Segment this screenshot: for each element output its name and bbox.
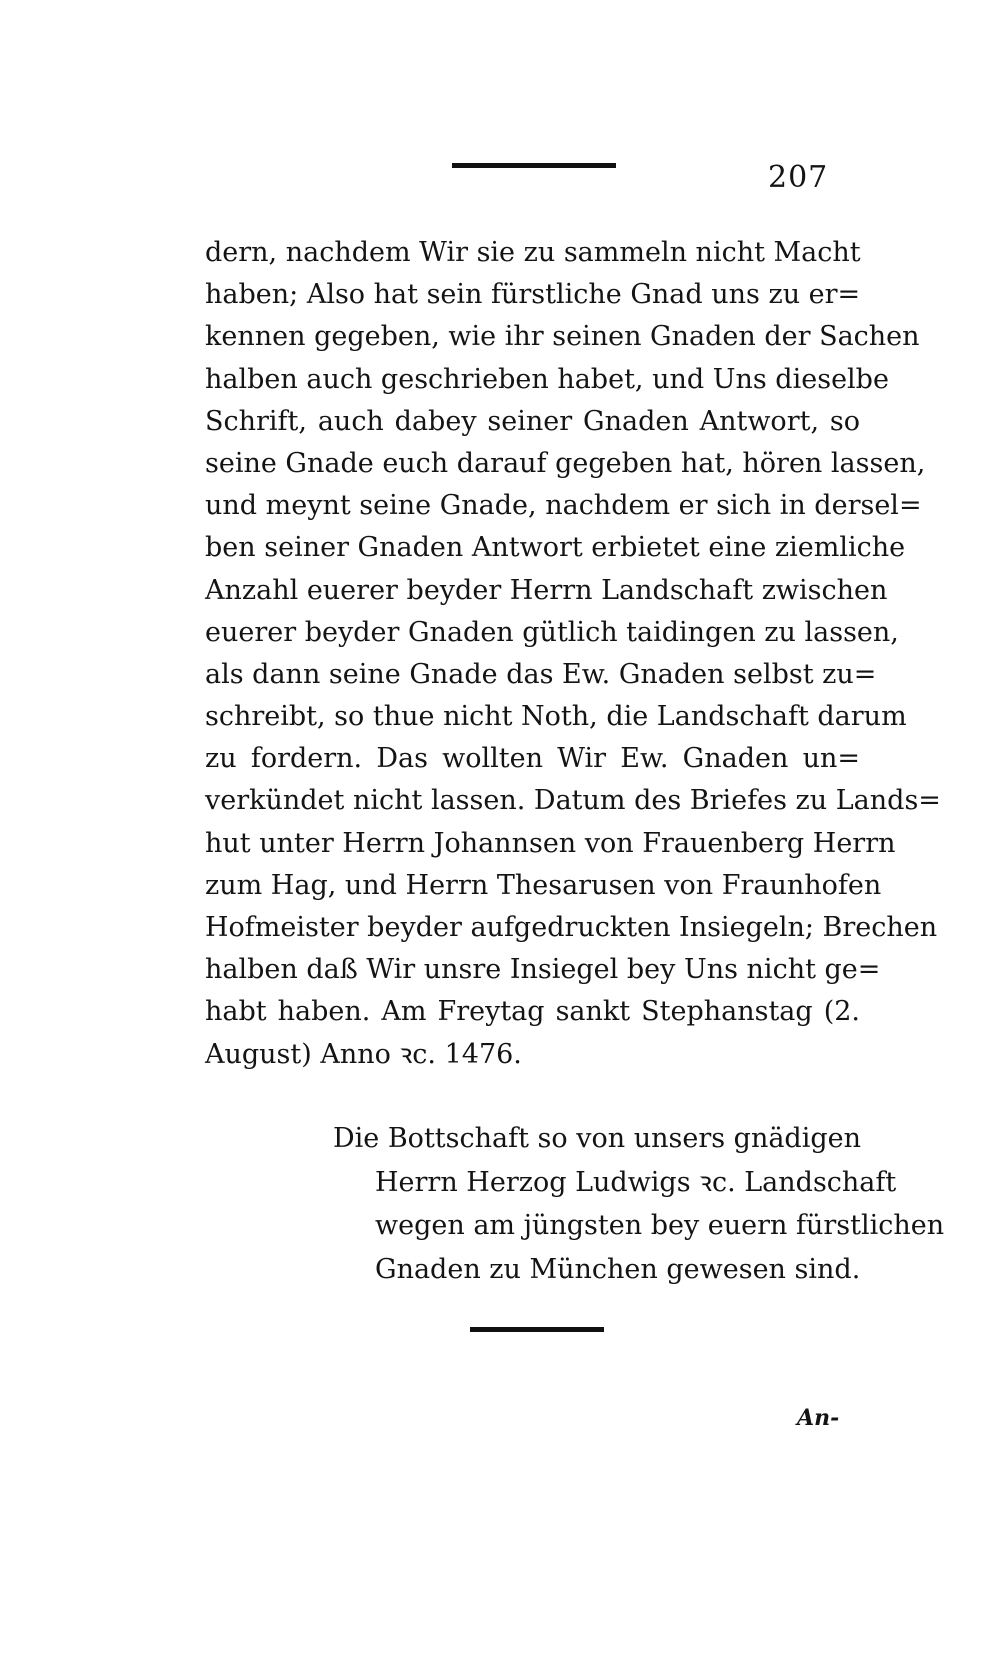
body-line: hut unter Herrn Johannsen von Frauenberg Herrn <box>205 827 896 859</box>
body-line: seine Gnade euch darauf gegeben hat, hören lassen, <box>205 447 926 479</box>
body-line: haben; Also hat sein fürstliche Gnad uns zu er= <box>205 279 861 311</box>
body-paragraph <box>205 232 941 1076</box>
body-line: Anzahl euerer beyder Herrn Landschaft zwischen <box>205 574 888 606</box>
heading-line: Herrn Herzog Ludwigs ꝛc. Landschaft <box>375 1166 897 1198</box>
body-line: August) Anno ꝛc. 1476. <box>205 1038 522 1070</box>
body-line: dern, nachdem Wir sie zu sammeln nicht Macht <box>205 237 861 268</box>
body-line: zum Hag, und Herrn Thesarusen von Fraunhofen <box>205 869 882 901</box>
body-line: habt haben. Am Freytag sankt Stephanstag (2. <box>205 996 860 1028</box>
header-rule <box>452 163 616 168</box>
body-line: und meynt seine Gnade, nachdem er sich in dersel= <box>205 490 922 522</box>
body-line: kennen gegeben, wie ihr seinen Gnaden der Sachen <box>205 321 920 353</box>
section-rule <box>470 1327 604 1332</box>
body-line: halben auch geschrieben habet, und Uns dieselbe <box>205 363 889 395</box>
heading-line: Die Bottschaft so von unsers gnädigen <box>333 1123 862 1154</box>
body-line: Schrift, auch dabey seiner Gnaden Antwort, so <box>205 405 860 437</box>
section-heading <box>333 1117 945 1291</box>
body-line: euerer beyder Gnaden gütlich taidingen zu lassen, <box>205 616 899 648</box>
body-line: ben seiner Gnaden Antwort erbietet eine ziemliche <box>205 532 906 564</box>
body-line: verkündet nicht lassen. Datum des Briefes zu Lands= <box>205 785 941 817</box>
body-line: Hofmeister beyder aufgedruckten Insiegeln; Brechen <box>205 912 938 943</box>
body-line: halben daß Wir unsre Insiegel bey Uns nicht ge= <box>205 954 881 986</box>
heading-line: Gnaden zu München gewesen sind. <box>375 1253 861 1285</box>
catchword: An- <box>797 1405 840 1431</box>
page-number: 207 <box>768 160 829 195</box>
body-line: als dann seine Gnade das Ew. Gnaden selbst zu= <box>205 658 877 690</box>
heading-line: wegen am jüngsten bey euern fürstlichen <box>375 1210 945 1241</box>
body-line: schreibt, so thue nicht Noth, die Landschaft darum <box>205 701 907 733</box>
body-line: zu fordern. Das wollten Wir Ew. Gnaden un= <box>205 743 860 775</box>
